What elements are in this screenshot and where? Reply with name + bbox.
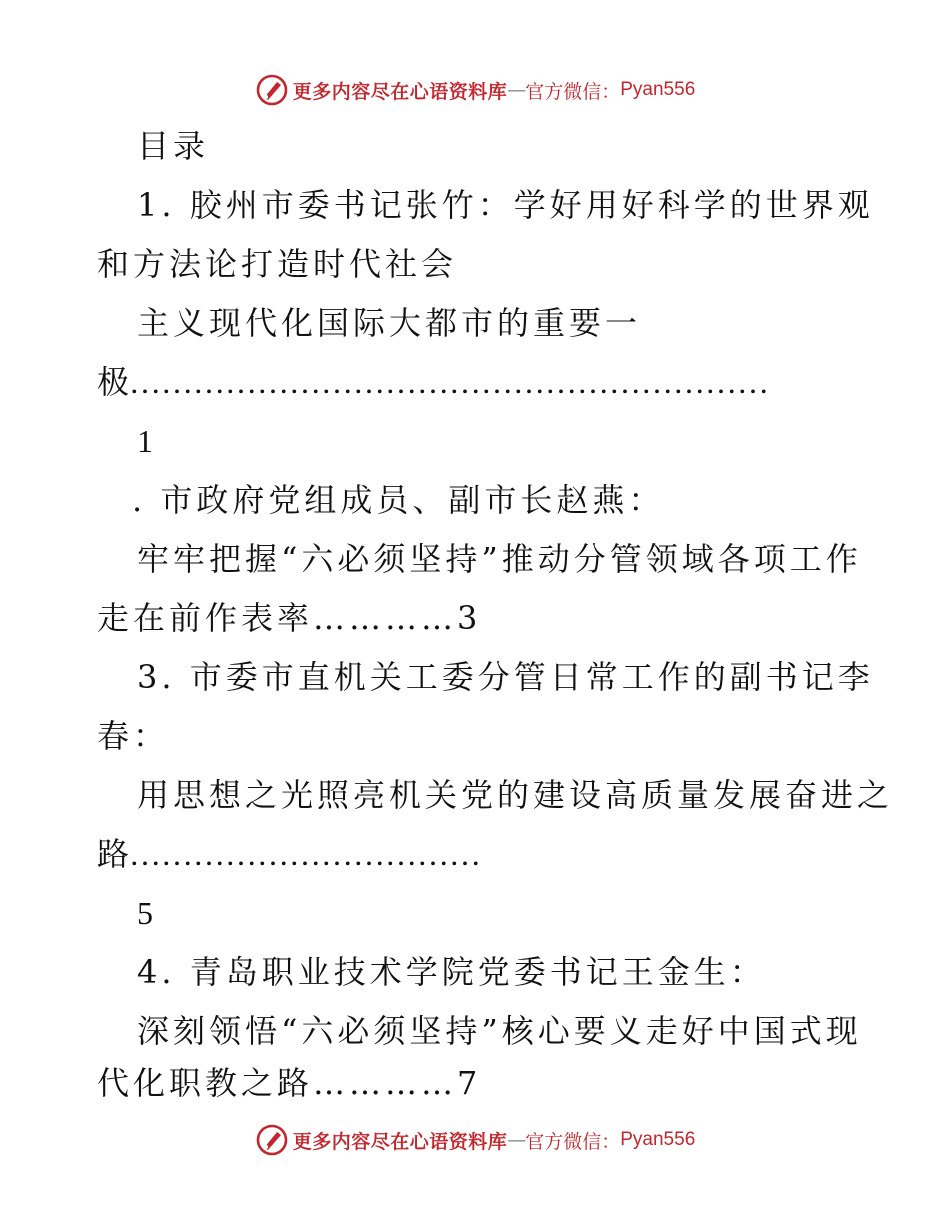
toc-page-number: 1 xyxy=(137,423,153,459)
toc-line: 牢牢把握“六必须坚持”推动分管领域各项工作 xyxy=(137,540,862,578)
watermark-main-text: 更多内容尽在心语资料库 xyxy=(292,80,508,103)
toc-line: 春： xyxy=(97,717,170,755)
toc-line: 极…………………………………………………… xyxy=(97,364,770,400)
toc-heading: 目录 xyxy=(137,127,210,165)
toc-line: 用思想之光照亮机关党的建设高质量发展奋进之 xyxy=(137,776,894,814)
toc-line: 路…………………………… xyxy=(97,836,482,872)
footer-watermark xyxy=(0,1120,950,1160)
toc-line: 代化职教之路…………7 xyxy=(97,1064,482,1102)
toc-line: 深刻领悟“六必须坚持”核心要义走好中国式现 xyxy=(137,1012,862,1050)
toc-line: 走在前作表率…………3 xyxy=(97,599,482,637)
header-watermark xyxy=(0,70,950,110)
watermark-main-text: 更多内容尽在心语资料库 xyxy=(292,1130,508,1153)
watermark-separator: — xyxy=(507,1129,526,1151)
watermark-wechat-id: Pyan556 xyxy=(620,79,696,100)
toc-line: 3. 市委市直机关工委分管日常工作的副书记李 xyxy=(137,658,874,696)
toc-page-number: 5 xyxy=(137,895,153,931)
toc-line: 和方法论打造时代社会 xyxy=(97,245,458,283)
toc-line: . 市政府党组成员、副市长赵燕： xyxy=(132,481,665,519)
toc-line: 4. 青岛职业技术学院党委书记王金生： xyxy=(137,953,766,991)
watermark-wechat-id: Pyan556 xyxy=(620,1129,696,1150)
watermark-wechat-label: 官方微信： xyxy=(525,1130,621,1153)
pen-logo-icon xyxy=(255,1123,289,1157)
watermark-wechat-label: 官方微信： xyxy=(525,80,621,103)
watermark-separator: — xyxy=(507,79,526,101)
toc-line: 1. 胶州市委书记张竹：学好用好科学的世界观 xyxy=(137,186,874,224)
toc-line: 主义现代化国际大都市的重要一 xyxy=(137,304,642,342)
pen-logo-icon xyxy=(255,73,289,107)
